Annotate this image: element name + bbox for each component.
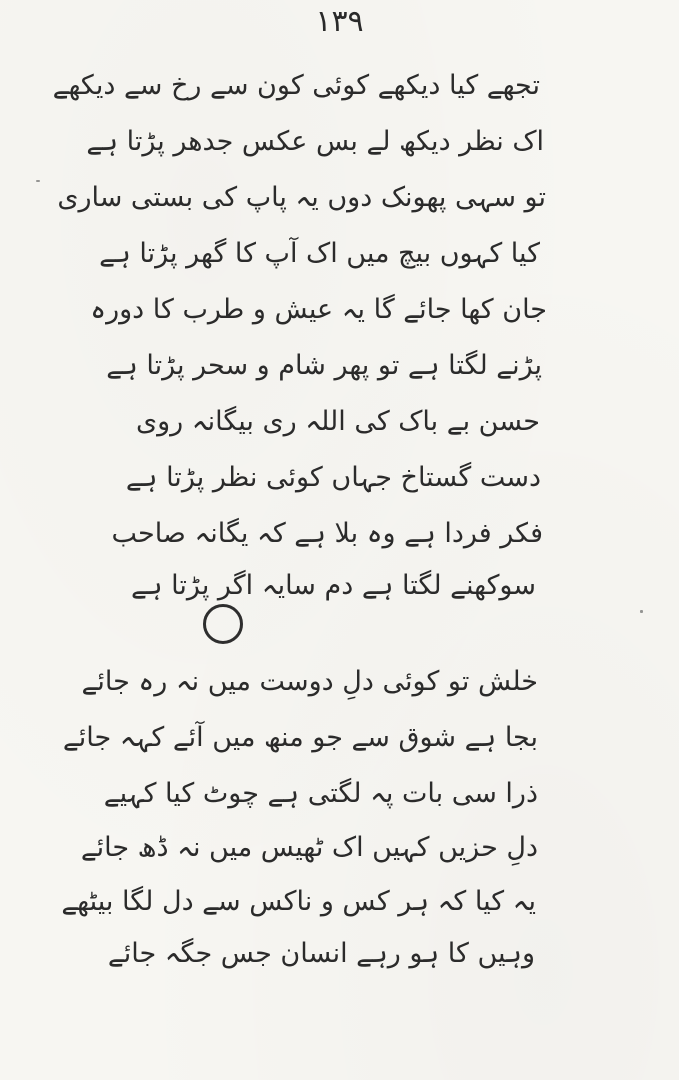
verse-line: بجا ہے شوق سے جو منھ میں آئے کہہ جائے xyxy=(62,722,538,753)
verse-line: یہ کیا کہ ہر کس و ناکس سے دل لگا بیٹھے xyxy=(61,886,536,917)
verse-line: سوکھنے لگتا ہے دم سایہ اگر پڑتا ہے xyxy=(130,570,536,601)
verse-line: اک نظر دیکھ لے بس عکس جدھر پڑتا ہے xyxy=(86,126,544,157)
section-separator-circle xyxy=(203,604,243,644)
page-number: ۱۳۹ xyxy=(315,4,364,39)
verse-line: جان کھا جائے گا یہ عیش و طرب کا دورہ xyxy=(90,294,547,325)
verse-line: پڑنے لگتا ہے تو پھر شام و سحر پڑتا ہے xyxy=(106,350,542,381)
verse-line: دست گستاخ جہاں کوئی نظر پڑتا ہے xyxy=(125,462,541,493)
verse-line: کیا کہوں بیچ میں اک آپ کا گھر پڑتا ہے xyxy=(99,238,540,269)
verse-line: خلش تو کوئی دلِ دوست میں نہ رہ جائے xyxy=(81,666,538,697)
verse-line: فکر فردا ہے وہ بلا ہے کہ یگانہ صاحب xyxy=(111,518,543,549)
scan-speck xyxy=(36,180,40,182)
verse-line: حسن بے باک کی اللہ ری بیگانہ روی xyxy=(135,406,540,437)
verse-line: تجھے کیا دیکھے کوئی کون سے رخ سے دیکھے xyxy=(52,70,540,101)
verse-line: تو سہی پھونک دوں یہ پاپ کی بستی ساری xyxy=(57,182,546,213)
verse-line: دلِ حزیں کہیں اک ٹھیس میں نہ ڈھ جائے xyxy=(80,832,538,863)
scan-speck xyxy=(640,610,643,613)
verse-line: ذرا سی بات پہ لگتی ہے چوٹ کیا کہیے xyxy=(103,778,538,809)
verse-line: وہیں کا ہو رہے انسان جس جگہ جائے xyxy=(107,938,535,969)
